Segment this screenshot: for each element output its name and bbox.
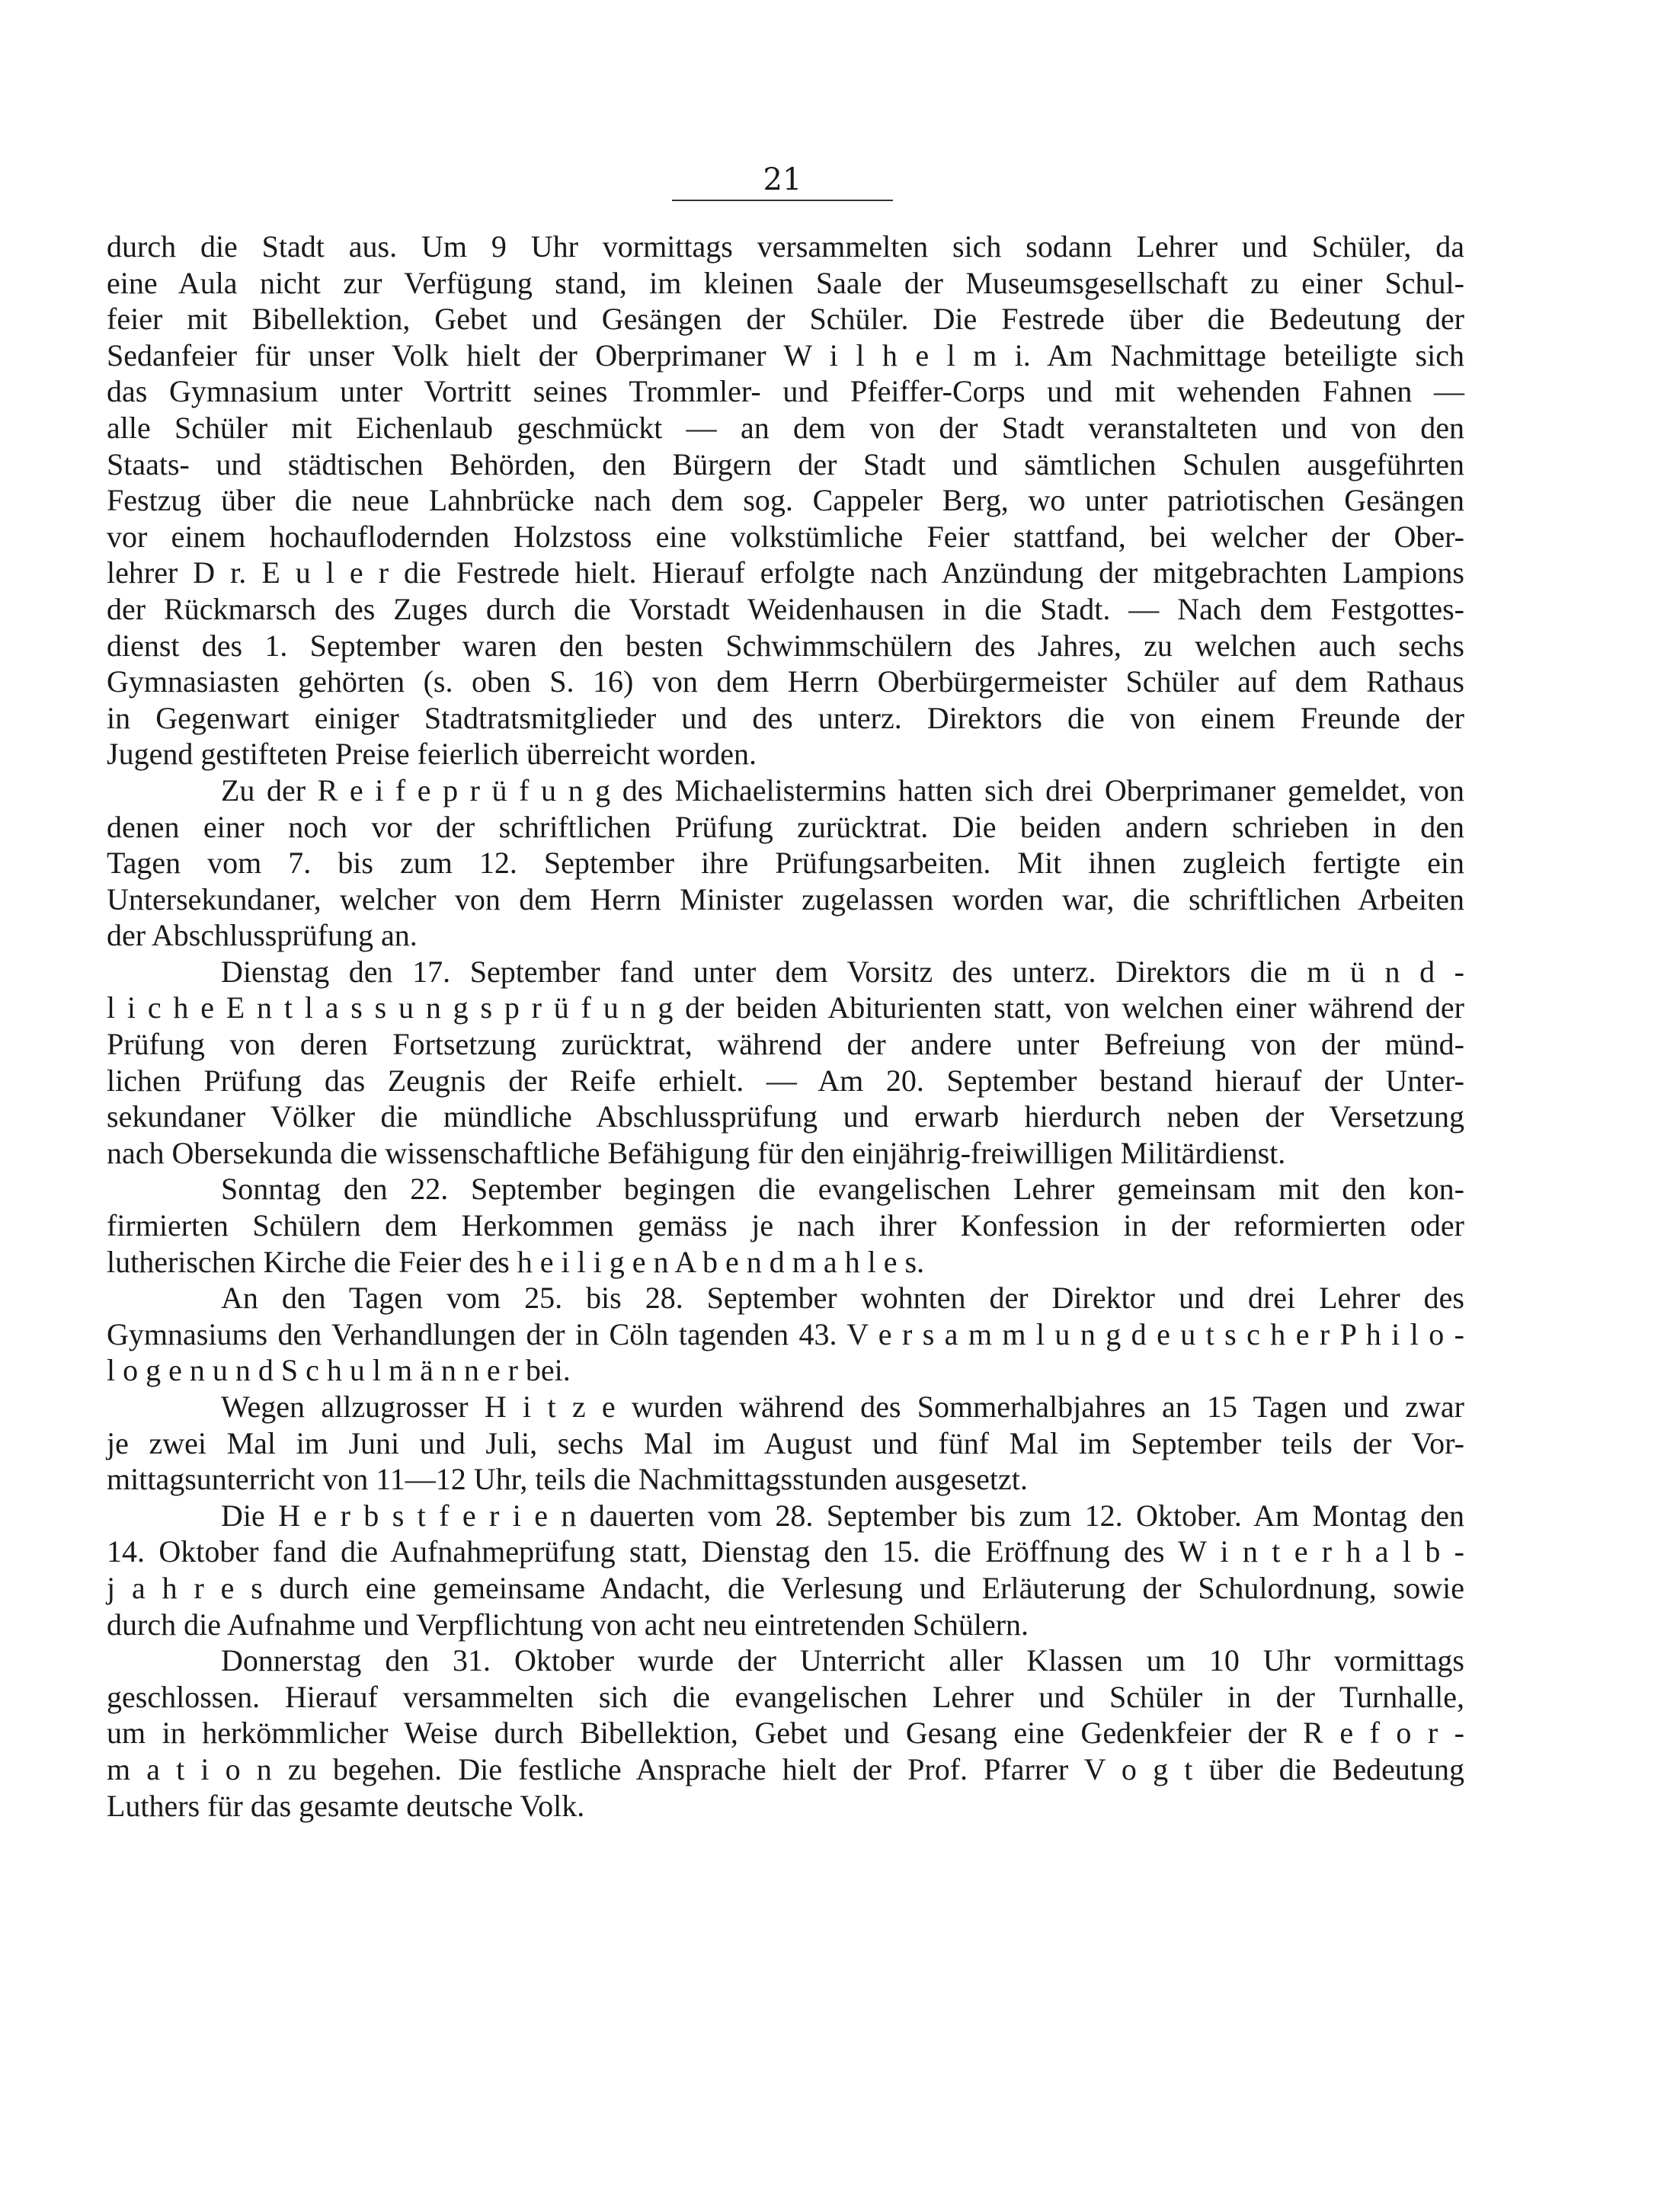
text-line: lichen Prüfung das Zeugnis der Reife erhielt. — Am 20. September bestand hierauf der Unter- [107,1063,1464,1098]
text-line: m a t i o n zu begehen. Die festliche Ansprache hielt der Prof. Pfarrer V o g t über die Bedeutung [107,1751,1464,1786]
text-line: denen einer noch vor der schriftlichen Prüfung zurücktrat. Die beiden andern schrieben in den [107,809,1464,844]
text-line: Staats- und städtischen Behörden, den Bürgern der Stadt und sämtlichen Schulen ausgeführten [107,446,1464,481]
text-line: je zwei Mal im Juni und Juli, sechs Mal im August und fünf Mal im September teils der Vor- [107,1425,1464,1460]
text-line: mittagsunterricht von 11—12 Uhr, teils die Nachmittagsstunden ausgesetzt. [107,1462,1028,1497]
text-line: feier mit Bibellektion, Gebet und Gesängen der Schüler. Die Festrede über die Bedeutung der [107,302,1464,337]
text-line: Donnerstag den 31. Oktober wurde der Unterricht aller Klassen um 10 Uhr vormittags [221,1643,1464,1678]
page-number: 21 [763,162,802,197]
text-line: geschlossen. Hierauf versammelten sich die evangelischen Lehrer und Schüler in der Turnhalle, [107,1679,1464,1714]
text-line: Jugend gestifteten Preise feierlich überreicht worden. [107,737,757,772]
body-text [107,229,1464,1824]
text-line: lutherischen Kirche die Feier des h e i l i g e n A b e n d m a h l e s. [107,1244,925,1279]
text-line: Zu der R e i f e p r ü f u n g des Michaelistermins hatten sich drei Oberprimaner gemeldet, von [221,772,1464,808]
text-line: l o g e n u n d S c h u l m ä n n e r bei. [107,1353,571,1388]
text-line: durch die Aufnahme und Verpflichtung von acht neu eintretenden Schülern. [107,1607,1029,1642]
text-line: Sonntag den 22. September begingen die evangelischen Lehrer gemeinsam mit den kon- [221,1172,1464,1207]
text-line: lehrer D r. E u l e r die Festrede hielt. Hierauf erfolgte nach Anzündung der mitgebrachten Lampions [107,555,1464,590]
page-header [672,162,893,201]
text-line: Luthers für das gesamte deutsche Volk. [107,1788,585,1823]
text-line: Festzug über die neue Lahnbrücke nach dem sog. Cappeler Berg, wo unter patriotischen Gesängen [107,483,1464,518]
text-line: Die H e r b s t f e r i e n dauerten vom 28. September bis zum 12. Oktober. Am Montag den [221,1498,1464,1533]
text-line: Prüfung von deren Fortsetzung zurücktrat, während der andere unter Befreiung von der münd- [107,1027,1464,1062]
text-line: vor einem hochauflodernden Holzstoss eine volkstümliche Feier stattfand, bei welcher der Ober- [107,519,1464,554]
text-line: in Gegenwart einiger Stadtratsmitglieder und des unterz. Direktors die von einem Freunde der [107,700,1464,735]
text-line: Gymnasiasten gehörten (s. oben S. 16) von dem Herrn Oberbürgermeister Schüler auf dem Rathaus [107,664,1464,699]
text-line: eine Aula nicht zur Verfügung stand, im kleinen Saale der Museumsgesellschaft zu einer Schul- [107,265,1464,300]
text-line: nach Obersekunda die wissenschaftliche Befähigung für den einjährig-freiwilligen Militärdienst. [107,1135,1286,1170]
text-line: 14. Oktober fand die Aufnahmeprüfung statt, Dienstag den 15. die Eröffnung des W i n t e r h a l b - [107,1534,1464,1569]
text-line: um in herkömmlicher Weise durch Bibellektion, Gebet und Gesang eine Gedenkfeier der R e f o r - [107,1716,1464,1751]
text-line: das Gymnasium unter Vortritt seines Trommler- und Pfeiffer-Corps und mit wehenden Fahnen — [107,374,1464,409]
text-line: dienst des 1. September waren den besten Schwimmschülern des Jahres, zu welchen auch sechs [107,628,1464,663]
text-line: der Rückmarsch des Zuges durch die Vorstadt Weidenhausen in die Stadt. — Nach dem Festgottes- [107,591,1464,626]
text-line: der Abschlussprüfung an. [107,918,418,953]
text-line: firmierten Schülern dem Herkommen gemäss je nach ihrer Konfession in der reformierten oder [107,1208,1464,1243]
text-line: Wegen allzugrosser H i t z e wurden während des Sommerhalbjahres an 15 Tagen und zwar [221,1390,1464,1424]
text-line: durch die Stadt aus. Um 9 Uhr vormittags versammelten sich sodann Lehrer und Schüler, da [107,229,1464,264]
text-line: Untersekundaner, welcher von dem Herrn Minister zugelassen worden war, die schriftlichen Arbeiten [107,881,1464,916]
text-line: alle Schüler mit Eichenlaub geschmückt — an dem von der Stadt veranstalteten und von den [107,410,1464,445]
text-line: Gymnasiums den Verhandlungen der in Cöln tagenden 43. V e r s a m m l u n g d e u t s c h e r P h i l o - [107,1316,1464,1351]
text-line: Sedanfeier für unser Volk hielt der Oberprimaner W i l h e l m i. Am Nachmittage beteiligte sich [107,337,1464,373]
text-line: sekundaner Völker die mündliche Abschlussprüfung und erwarb hierdurch neben der Versetzung [107,1099,1464,1134]
text-line: Tagen vom 7. bis zum 12. September ihre Prüfungsarbeiten. Mit ihnen zugleich fertigte ein [107,846,1464,881]
text-line: l i c h e E n t l a s s u n g s p r ü f u n g der beiden Abiturienten statt, von welchen einer während der [107,990,1464,1025]
header-rule [672,200,893,201]
text-line: j a h r e s durch eine gemeinsame Andacht, die Verlesung und Erläuterung der Schulordnung, sowie [107,1570,1464,1605]
text-line: Dienstag den 17. September fand unter dem Vorsitz des unterz. Direktors die m ü n d - [221,954,1464,989]
text-line: An den Tagen vom 25. bis 28. September wohnten der Direktor und drei Lehrer des [221,1281,1464,1316]
